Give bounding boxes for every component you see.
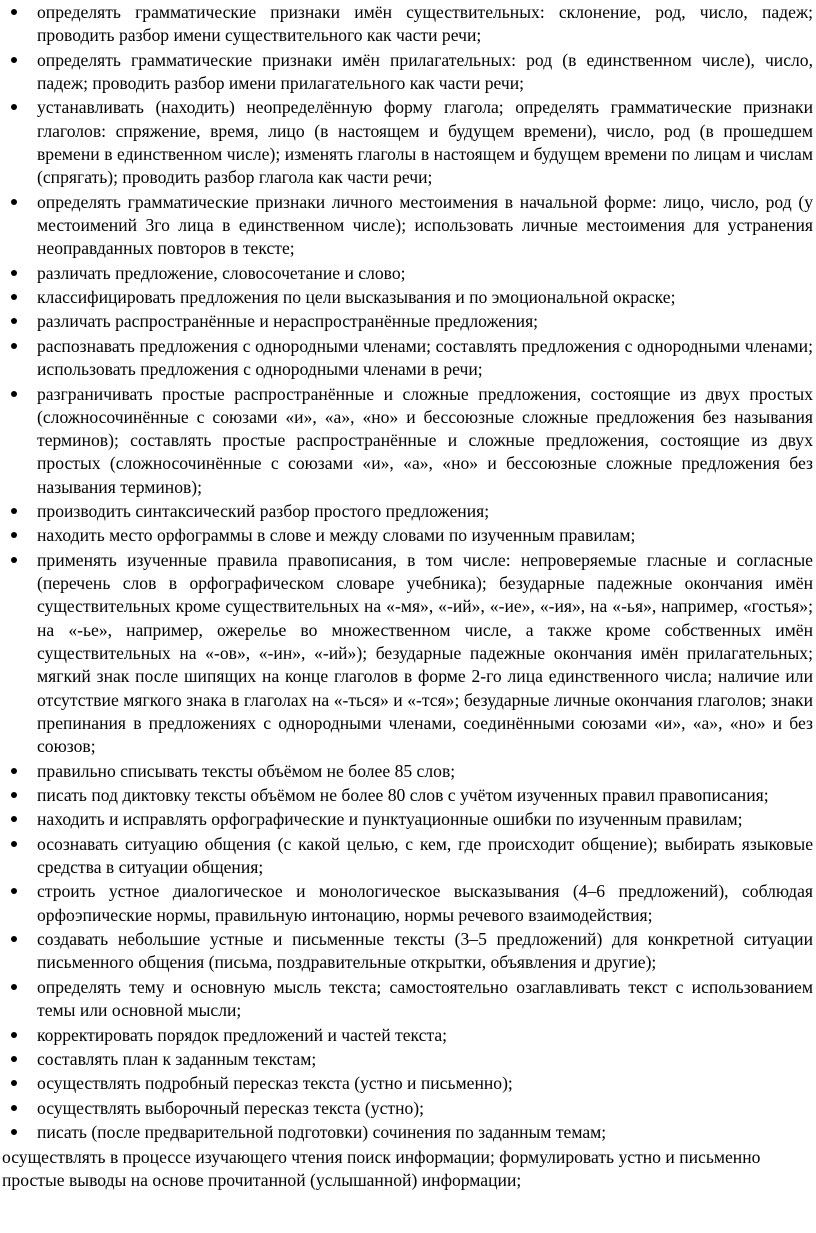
list-item-text: строить устное диалогическое и монологическое высказывания (4–6 предложений), соблюдая орфоэпические нормы, правильную интонацию, нормы речевого взаимодействия; [37,881,813,925]
list-item [0,1,816,48]
bullet-icon [11,760,21,783]
list-item [0,310,816,333]
list-item-text: осуществлять подробный пересказ текста (устно и письменно); [37,1073,513,1094]
list-item [0,49,816,96]
bullet-icon [11,1121,21,1144]
list-item-text: определять тему и основную мысль текста; самостоятельно озаглавливать текст с использованием темы или основной мысли; [37,976,813,1021]
list-item-text: писать (после предварительной подготовки) сочинения по заданным темам; [37,1122,607,1143]
list-item [0,976,816,1023]
list-item [0,1072,816,1095]
list-item-text: классифицировать предложения по цели высказывания и по эмоциональной окраске; [37,287,676,308]
list-item [0,1048,816,1071]
list-item-text: находить и исправлять орфографические и пунктуационные ошибки по изученным правилам; [37,809,743,830]
list-item [0,335,816,382]
list-item [0,880,816,927]
list-item-text: определять грамматические признаки имён существительных: склонение, род, число, падеж; проводить разбор имени существительного как части речи; [37,2,813,46]
bullet-icon [11,976,21,999]
bullet-icon [11,928,21,951]
list-item-text: осознавать ситуацию общения (с какой целью, с кем, где происходит общение); выбирать языковые средства в ситуации общения; [37,833,813,878]
closing-paragraph: осуществлять в процессе изучающего чтения поиск информации; формулировать устно и письменно простые выводы на основе прочитанной (услышанной) информации; [2,1146,761,1190]
bullet-icon [11,880,21,903]
list-item-text: применять изученные правила правописания, в том числе: непроверяемые гласные и согласные (перечень слов в орфографическом словаре учебника); безударные падежные окончания имён существительных кроме существительных на «-мя», «-ий», «-ие», «-ия», на «-ья», например, «гостья»; на «-ье», например, ожерелье во множественном числе, а также кроме собственных имён существительных на «-ов», «-ин», «-ий»); безударные падежные окончания имён прилагательных; мягкий знак после шипящих на конце глаголов в форме 2-го лица единственного числа; наличие или отсутствие мягкого знака в глаголах на «-ться» и «-тся»; безударные личные окончания глаголов; знаки препинания в предложениях с однородными членами, соединёнными союзами «и», «а», «но» и без союзов; [37,549,813,757]
list-item-text: различать предложение, словосочетание и слово; [37,262,406,283]
bullet-icon [11,383,21,406]
bullet-icon [11,784,21,807]
list-item-text: писать под диктовку тексты объёмом не более 80 слов с учётом изученных правил правописания; [37,785,769,806]
list-item [0,1097,816,1120]
bullet-icon [11,549,21,572]
bullet-icon [11,500,21,523]
bullet-icon [11,262,21,285]
list-item-text: различать распространённые и нераспространённые предложения; [37,311,539,332]
list-item [0,262,816,285]
bullet-icon [11,1072,21,1095]
list-item-text: осуществлять выборочный пересказ текста (устно); [37,1097,425,1118]
bullet-icon [11,310,21,333]
list-item-text: составлять план к заданным текстам; [37,1048,317,1069]
list-item-text: распознавать предложения с однородными членами; составлять предложения с однородными членами; использовать предложения с однородными членами в речи; [37,335,813,380]
list-item-text: находить место орфограммы в слове и между словами по изученным правилам; [37,525,636,546]
list-item-text: производить синтаксический разбор простого предложения; [37,501,490,522]
bullet-icon [11,524,21,547]
list-item-text: разграничивать простые распространённые и сложные предложения, состоящие из двух простых (сложносочинённые с союзами «и», «а», «но» и бессоюзные сложные предложения без называния терминов); составлять простые распространённые и сложные предложения, состоящие из двух простых (сложносочинённые с союзами «и», «а», «но» и бессоюзные сложные предложения без называния терминов); [37,383,813,497]
list-item [0,928,816,975]
list-item-text: правильно списывать тексты объёмом не более 85 слов; [37,760,456,781]
bullet-icon [11,335,21,358]
list-item-text: определять грамматические признаки имён прилагательных: род (в единственном числе), число, падеж; проводить разбор имени прилагательного как части речи; [37,49,813,93]
bullet-icon [11,1,21,24]
list-item [0,524,816,547]
bullet-icon [11,833,21,856]
list-item-text: определять грамматические признаки личного местоимения в начальной форме: лицо, число, род (у местоимений 3го лица в единственном числе); использовать личные местоимения для устранения неоправданных повторов в тексте; [37,191,813,259]
list-item [0,833,816,880]
bullet-icon [11,1048,21,1071]
list-item [0,760,816,783]
list-item [0,784,816,807]
list-item [0,383,816,499]
list-item [0,1024,816,1047]
list-item [0,286,816,309]
list-item [0,96,816,189]
bullet-icon [11,96,21,119]
bullet-icon [11,286,21,309]
bullet-icon [11,1024,21,1047]
list-item [0,808,816,831]
list-item [0,191,816,261]
list-item [0,1121,816,1144]
requirements-list [0,1,816,1144]
list-item-text: корректировать порядок предложений и частей текста; [37,1024,448,1045]
list-item [0,500,816,523]
list-item [0,549,816,759]
bullet-icon [11,191,21,214]
bullet-icon [11,808,21,831]
list-item-text: устанавливать (находить) неопределённую форму глагола; определять грамматические признаки глаголов: спряжение, время, лицо (в настоящем и будущем времени), число, род (в прошедшем времени в единственном числе); изменять глаголы в настоящем и будущем времени по лицам и числам (спрягать); проводить разбор глагола как части речи; [37,97,813,188]
bullet-icon [11,49,21,72]
list-item-text: создавать небольшие устные и письменные тексты (3–5 предложений) для конкретной ситуации письменного общения (письма, поздравительные открытки, объявления и другие); [37,929,813,973]
bullet-icon [11,1097,21,1120]
